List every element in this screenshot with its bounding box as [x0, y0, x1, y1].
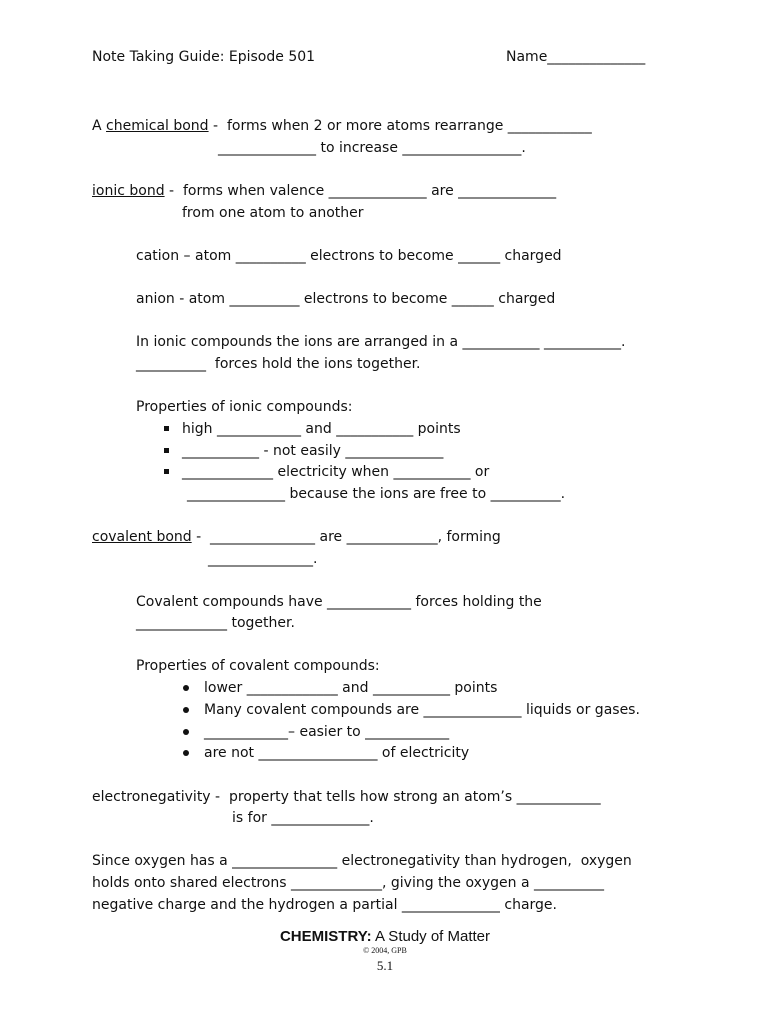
covalent-property-item: Many covalent compounds are ______________ liquids or gases.	[204, 702, 640, 718]
ionic-property-item: high ____________ and ___________ points	[182, 421, 461, 437]
ionic-property-item: _____________ electricity when ___________ or	[182, 464, 490, 480]
chemical-bond-line-2: ______________ to increase _________________.	[218, 140, 526, 156]
footer-title	[0, 928, 770, 945]
covalent-bond-definition: - _______________ are _____________, forming	[191, 529, 501, 545]
covalent-property-item: are not _________________ of electricity	[204, 745, 470, 761]
round-bullet-icon	[183, 685, 189, 691]
chemical-bond-prefix: A	[92, 118, 107, 134]
covalent-bond-line-2: _______________.	[208, 551, 318, 567]
square-bullet-icon	[164, 469, 169, 474]
round-bullet-icon	[183, 707, 189, 713]
ionic-property-item: ___________ - not easily ______________	[182, 443, 444, 459]
square-bullet-icon	[164, 426, 169, 431]
cation-line: cation – atom __________ electrons to become ______ charged	[136, 248, 562, 264]
covalent-forces-line-1: Covalent compounds have ____________ forces holding the	[136, 594, 542, 610]
covalent-property-item: lower _____________ and ___________ points	[204, 680, 498, 696]
ionic-arrangement-line-2: __________ forces hold the ions together.	[136, 356, 421, 372]
footer-subtitle: A Study of Matter	[371, 928, 491, 945]
round-bullet-icon	[183, 750, 189, 756]
chemical-bond-line-1	[92, 117, 592, 135]
ionic-bond-line-2: from one atom to another	[182, 205, 364, 221]
ionic-bond-term: ionic bond	[92, 183, 165, 199]
chemical-bond-term: chemical bond	[106, 118, 209, 134]
ionic-arrangement-line-1: In ionic compounds the ions are arranged in a ___________ ___________.	[136, 334, 626, 350]
page-number: 5.1	[376, 958, 394, 973]
ionic-bond-definition: - forms when valence ______________ are ______________	[164, 183, 557, 199]
anion-line: anion - atom __________ electrons to become ______ charged	[136, 291, 556, 307]
covalent-properties-title: Properties of covalent compounds:	[136, 658, 380, 674]
covalent-bond-term: covalent bond	[92, 529, 192, 545]
oxygen-line-3: negative charge and the hydrogen a partial ______________ charge.	[92, 897, 557, 913]
oxygen-line-1: Since oxygen has a _______________ electronegativity than hydrogen, oxygen	[92, 853, 632, 869]
page-title: Note Taking Guide: Episode 501	[92, 49, 316, 65]
electronegativity-line-1: electronegativity - property that tells how strong an atom’s ____________	[92, 789, 601, 805]
ionic-properties-title: Properties of ionic compounds:	[136, 399, 353, 415]
electronegativity-line-2: is for ______________.	[232, 810, 374, 826]
round-bullet-icon	[183, 729, 189, 735]
name-field-label: Name______________	[506, 49, 646, 65]
covalent-property-item: ____________– easier to ____________	[204, 724, 450, 740]
oxygen-line-2: holds onto shared electrons _____________, giving the oxygen a __________	[92, 875, 605, 891]
covalent-bond-line-1	[92, 528, 501, 546]
footer-brand: CHEMISTRY:	[279, 928, 372, 945]
footer-copyright: © 2004, GPB	[363, 946, 407, 955]
ionic-property-continuation: ______________ because the ions are free to __________.	[187, 486, 566, 502]
chemical-bond-definition: - forms when 2 or more atoms rearrange ____________	[208, 118, 592, 134]
covalent-forces-line-2: _____________ together.	[136, 615, 295, 631]
square-bullet-icon	[164, 448, 169, 453]
ionic-bond-line-1	[92, 182, 556, 200]
